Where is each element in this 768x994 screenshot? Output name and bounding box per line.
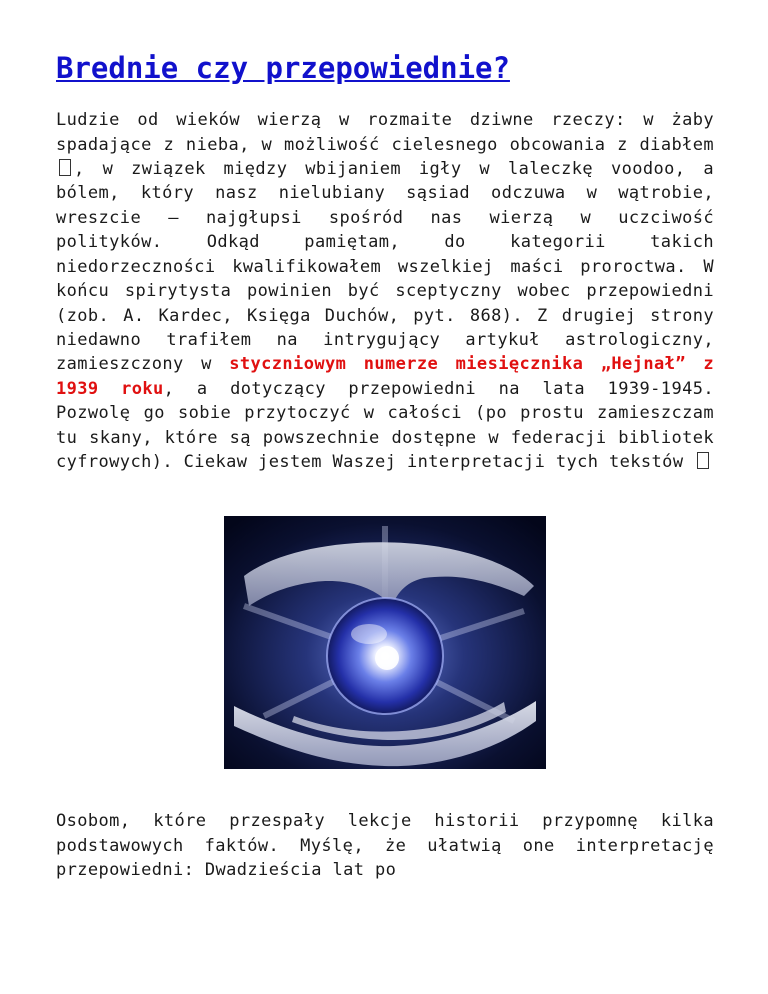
intro-text-1: Ludzie od wieków wierzą w rozmaite dziwne rzeczy: w żaby spadające z nieba, w możliwość cielesnego obcowania z diabłem bbox=[56, 110, 714, 155]
crystal-ball-hands-image bbox=[224, 516, 546, 769]
intro-text-3: , a dotyczący przepowiedni na lata 1939-1945. Pozwolę go sobie przytoczyć w całości (po prostu zamieszczam tu skany, które są powszechnie dostępne w federacji bibliotek cyfrowych). Ciekaw jestem Waszej interpretacji tych tekstów bbox=[56, 378, 714, 472]
intro-paragraph bbox=[56, 108, 714, 474]
hejnal-issue-highlight: styczniowym numerze miesięcznika „Hejnał” z 1939 roku bbox=[56, 354, 714, 399]
intro-text-2: , w związek między wbijaniem igły w laleczkę voodoo, a bólem, który nasz nielubiany sąsiad odczuwa w wątrobie, wreszcie – najgłupsi spośród nas wierzą w uczciwość polityków. Odkąd pamiętam, do kategorii takich niedorzeczności kwalifikowałem wszelkiej maści proroctwa. W końcu spirytysta powinien być sceptyczny wobec przepowiedni (zob. A. Kardec, Księga Duchów, pyt. 868). Z drugiej strony niedawno trafiłem na intrygujący artykuł astrologiczny, zamieszczony w bbox=[56, 159, 714, 375]
article bbox=[56, 50, 714, 883]
smiley-emoji-icon bbox=[59, 159, 71, 176]
smiley-emoji-icon-2 bbox=[697, 452, 709, 469]
article-title-link[interactable]: Brednie czy przepowiednie? bbox=[56, 51, 510, 85]
outro-paragraph: Osobom, które przespały lekcje historii przypomnę kilka podstawowych faktów. Myślę, że ułatwią one interpretację przepowiedni: Dwadzieścia lat po bbox=[56, 811, 714, 881]
